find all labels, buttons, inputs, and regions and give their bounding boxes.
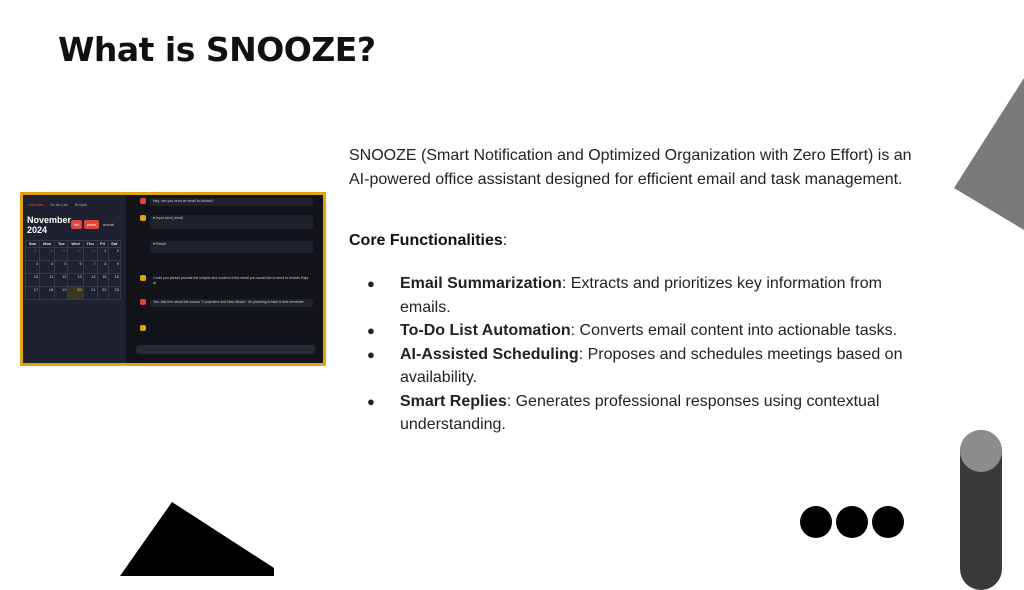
tab-todo[interactable]: To-do List: [50, 202, 68, 207]
list-view-button[interactable]: list: [71, 220, 82, 229]
day-cell[interactable]: 5: [55, 261, 68, 274]
tab-emails[interactable]: Emails: [74, 202, 87, 207]
day-cell[interactable]: 19: [55, 287, 68, 300]
day-cell[interactable]: 16: [108, 274, 120, 287]
day-cell[interactable]: 1: [97, 248, 108, 261]
calendar-view-buttons: [71, 220, 99, 229]
bot-avatar-icon: [140, 275, 146, 281]
feature-list: [349, 272, 929, 437]
chat-message: ♥ Input send_email: [140, 215, 313, 229]
chat-input[interactable]: [136, 345, 315, 354]
calendar-month: November 2024: [27, 215, 72, 235]
bullet-icon: ●: [367, 276, 375, 291]
gray-circle-shape: [960, 430, 1002, 472]
day-cell[interactable]: 21: [83, 287, 97, 300]
chat-message: Could you please provide the subject and content of the email you would like to send to Ashwin Raja at: [140, 275, 313, 286]
bullet-icon: ●: [367, 323, 375, 338]
day-cell[interactable]: 6: [68, 261, 83, 274]
day-cell[interactable]: 12: [55, 274, 68, 287]
day-cell[interactable]: 31: [83, 248, 97, 261]
day-cell[interactable]: 2: [108, 248, 120, 261]
bot-avatar-icon: [140, 325, 146, 331]
day-cell[interactable]: 3: [26, 261, 40, 274]
black-triangle-shape: [120, 502, 280, 576]
day-cell[interactable]: 11: [40, 274, 55, 287]
day-cell[interactable]: 30: [68, 248, 83, 261]
month-view-label[interactable]: month: [103, 222, 115, 227]
day-cell[interactable]: 8: [97, 261, 108, 274]
feature-item: ● AI-Assisted Scheduling: Proposes and schedules meetings based on availability.: [349, 343, 929, 390]
day-cell[interactable]: 18: [40, 287, 55, 300]
dot-shape: [800, 506, 832, 538]
bot-avatar-icon: [140, 215, 146, 221]
chat-message: ♥ Result: [140, 241, 313, 253]
feature-item: ● To-Do List Automation: Converts email content into actionable tasks.: [349, 319, 929, 343]
weekday: Thu: [83, 241, 97, 248]
day-cell[interactable]: 28: [40, 248, 55, 261]
day-cell[interactable]: 4: [40, 261, 55, 274]
day-cell[interactable]: 13: [68, 274, 83, 287]
chat-message: Hey, can you send an email to Ashwin?: [140, 198, 313, 206]
chat-panel: [126, 195, 323, 363]
chat-message: Yes, Ask him about the course "Computers and New Media". I'm planning to take it next semester.: [140, 299, 313, 307]
week-view-button[interactable]: week: [84, 220, 99, 229]
weekday: Sun: [26, 241, 40, 248]
slide-title: What is SNOOZE?: [58, 30, 376, 69]
day-cell[interactable]: 9: [108, 261, 120, 274]
day-cell[interactable]: 23: [108, 287, 120, 300]
calendar-panel: [23, 195, 126, 363]
day-cell[interactable]: 7: [83, 261, 97, 274]
day-cell[interactable]: 22: [97, 287, 108, 300]
tab-calendar[interactable]: Calendar: [27, 202, 44, 207]
weekday: Fri: [97, 241, 108, 248]
bullet-icon: ●: [367, 393, 375, 409]
gray-triangle-shape: [954, 78, 1024, 230]
weekday: Sat: [108, 241, 120, 248]
weekday: Mon: [40, 241, 55, 248]
calendar-tabs: [27, 202, 93, 207]
dot-shape: [872, 506, 904, 538]
dot-shape: [836, 506, 868, 538]
user-avatar-icon: [140, 198, 146, 204]
day-cell[interactable]: 14: [83, 274, 97, 287]
weekday: Tue: [55, 241, 68, 248]
day-cell[interactable]: 20: [68, 287, 83, 300]
day-cell[interactable]: 27: [26, 248, 40, 261]
calendar-grid: [25, 240, 121, 300]
three-dots-shape: [800, 506, 904, 538]
day-cell[interactable]: 17: [26, 287, 40, 300]
day-cell[interactable]: 15: [97, 274, 108, 287]
day-cell[interactable]: 10: [26, 274, 40, 287]
app-screenshot: [20, 192, 326, 366]
feature-item: ● Email Summarization: Extracts and prioritizes key information from emails.: [349, 272, 929, 319]
bullet-icon: ●: [367, 346, 375, 362]
core-heading: Core Functionalities:: [349, 232, 508, 249]
feature-item: ● Smart Replies: Generates professional responses using contextual understanding.: [349, 390, 929, 437]
weekday: Wed: [68, 241, 83, 248]
user-avatar-icon: [140, 299, 146, 305]
day-cell[interactable]: 29: [55, 248, 68, 261]
intro-paragraph: SNOOZE (Smart Notification and Optimized Organization with Zero Effort) is an AI-powered office assistant designed for efficient email and task management.: [349, 147, 912, 188]
